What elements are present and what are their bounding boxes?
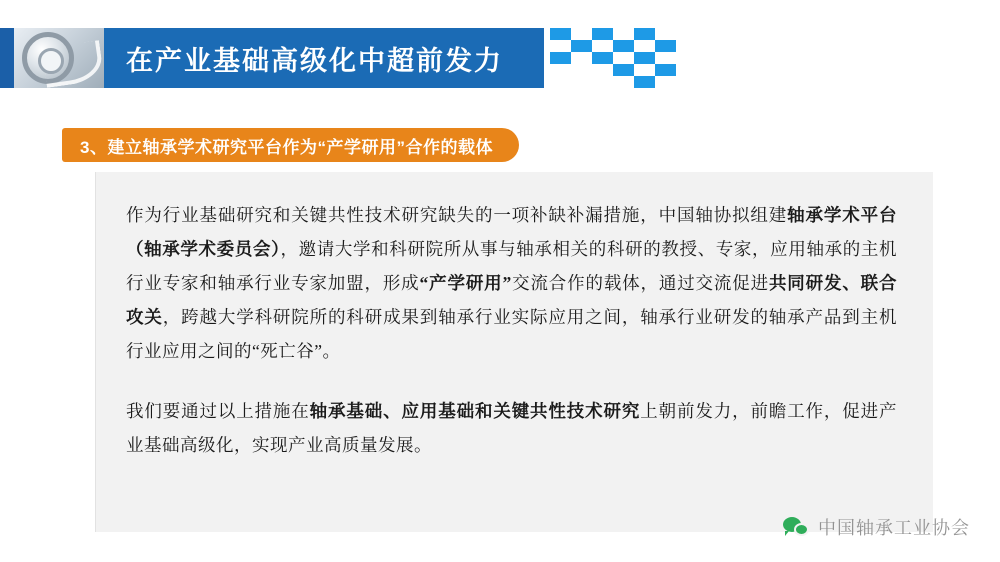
body-text: 上朝前发力，前瞻工作，促进产业基础高级化，实现产业高质量发展。 (126, 401, 898, 455)
bearing-logo-icon (14, 28, 104, 88)
checker-square (613, 64, 634, 76)
emphasis-text: “产学研用” (419, 273, 512, 293)
logo-swoosh-icon (41, 40, 104, 88)
emphasis-text: 共同研发、联合攻关 (126, 273, 898, 327)
checker-square (634, 76, 655, 88)
paragraph-2 (126, 394, 897, 462)
watermark (783, 514, 970, 540)
checker-square (634, 52, 655, 64)
checker-square (592, 28, 613, 40)
content-panel (95, 172, 933, 532)
checker-square (571, 40, 592, 52)
checker-square (613, 40, 634, 52)
slide-header (0, 28, 680, 88)
section-heading-bar (62, 128, 519, 162)
checker-square (550, 52, 571, 64)
paragraph-1 (126, 198, 897, 368)
header-accent-bar (0, 28, 14, 88)
emphasis-text: 轴承学术平台（轴承学术委员会） (126, 205, 898, 259)
body-text: 交流合作的载体，通过交流促进 (511, 273, 769, 293)
checker-square (655, 40, 676, 52)
checker-square (592, 52, 613, 64)
checker-decoration (544, 28, 680, 88)
checker-square (634, 28, 655, 40)
body-text: ，邀请大学和科研院所从事与轴承相关的科研的教授、专家，应用轴承的主机行业专家和轴承行业专家加盟，形成 (126, 239, 897, 293)
checker-square (550, 28, 571, 40)
wechat-icon (783, 516, 809, 538)
emphasis-text: 轴承基础、应用基础和关键共性技术研究 (309, 401, 641, 421)
checker-square (655, 64, 676, 76)
header-title-band (104, 28, 544, 88)
content-body (96, 172, 933, 462)
page-title: 在产业基础高级化中超前发力 (126, 45, 503, 76)
organization-name: 中国轴承工业协会 (818, 518, 970, 538)
body-text: 我们要通过以上措施在 (126, 401, 310, 421)
body-text: ，跨越大学科研院所的科研成果到轴承行业实际应用之间，轴承行业研发的轴承产品到主机行业应用之间的“死亡谷”。 (126, 307, 897, 361)
body-text: 作为行业基础研究和关键共性技术研究缺失的一项补缺补漏措施，中国轴协拟组建 (126, 205, 788, 225)
section-heading-label: 3、建立轴承学术研究平台作为“产学研用”合作的载体 (80, 137, 493, 157)
